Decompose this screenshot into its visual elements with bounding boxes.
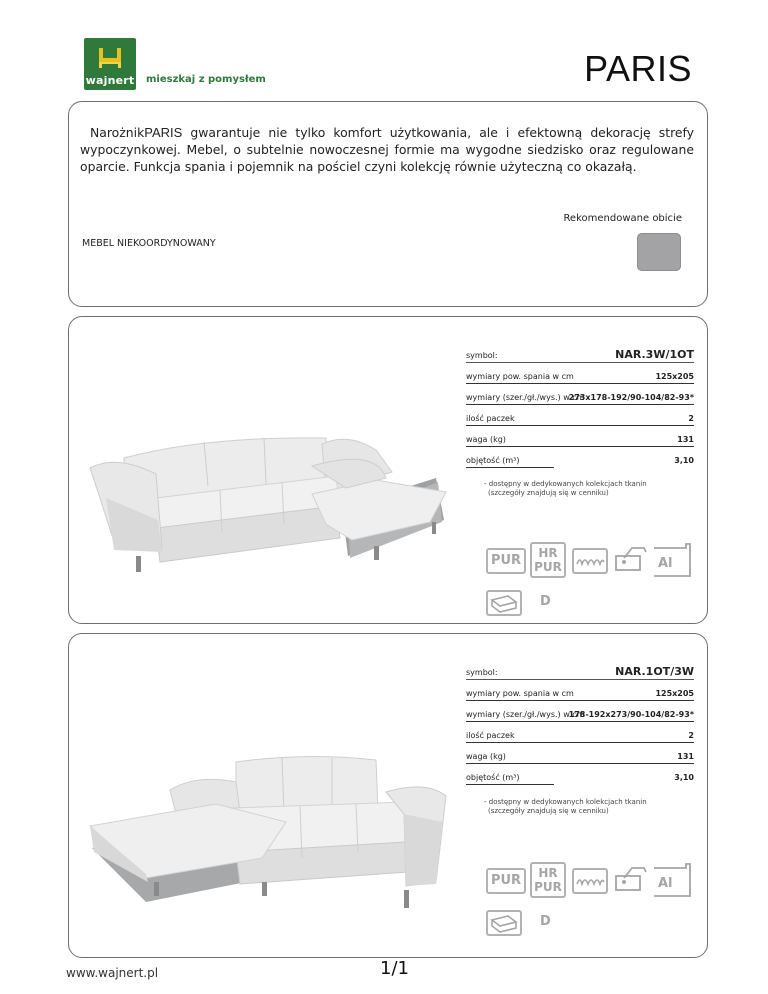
- bedding-container-icon: [486, 590, 522, 616]
- hr-pur-label: PUR: [534, 560, 562, 574]
- adjustable-backrest-icon: [614, 544, 650, 574]
- spec-row: [466, 722, 694, 743]
- spec-row: [466, 447, 694, 468]
- d-category-label: D: [540, 914, 551, 929]
- sofa-image-right-chaise: [86, 428, 456, 580]
- chair-logo-icon: [96, 46, 124, 70]
- logo: [84, 38, 136, 90]
- spec-value: 125x205: [655, 689, 694, 698]
- symbol-value: NAR.3W/1OT: [615, 348, 694, 361]
- hr-label: HR: [538, 866, 558, 880]
- spec-row: [466, 701, 694, 722]
- symbol-label: symbol:: [466, 668, 498, 677]
- spec-row: [466, 405, 694, 426]
- intro-brand: PARIS: [144, 125, 183, 140]
- sofa-image-left-chaise: [86, 752, 456, 932]
- al-label: Al: [658, 876, 673, 891]
- note-line: - dostępny w dedykowanych kolekcjach tkanin: [484, 798, 647, 806]
- spec-row: [466, 680, 694, 701]
- symbol-label: symbol:: [466, 351, 498, 360]
- spec-row: [466, 384, 694, 405]
- spec-table-2: [466, 656, 694, 785]
- aluminium-legs-icon: [652, 862, 692, 898]
- intro-description: [80, 124, 694, 175]
- spec-value: 131: [677, 435, 694, 444]
- hr-pur-foam-icon: [530, 542, 566, 578]
- symbol-value: NAR.1OT/3W: [615, 665, 694, 678]
- hr-pur-label: PUR: [534, 880, 562, 894]
- spec-label: wymiary pow. spania w cm: [466, 372, 574, 381]
- aluminium-legs-icon: [652, 542, 692, 578]
- spring-icon: [572, 548, 608, 574]
- page-number: 1/1: [380, 958, 409, 979]
- feature-icons-1: [486, 542, 696, 618]
- spec-value: 273x178-192/90-104/82-93*: [568, 393, 694, 402]
- spec-value: 2: [688, 731, 694, 740]
- d-category-label: D: [540, 594, 551, 609]
- spec-row: [466, 363, 694, 384]
- spec-label: objętość (m³): [466, 773, 520, 782]
- spec-value: 131: [677, 752, 694, 761]
- feature-icons-2: [486, 862, 696, 942]
- adjustable-backrest-icon: [614, 864, 650, 894]
- spec-value: 3,10: [674, 456, 694, 465]
- logo-wordmark: wajnert: [85, 74, 135, 87]
- hr-label: HR: [538, 546, 558, 560]
- spring-icon: [572, 868, 608, 894]
- spec-row: [466, 426, 694, 447]
- al-label: Al: [658, 556, 673, 571]
- spec-label: wymiary (szer./gł./wys.) w cm: [466, 393, 585, 402]
- intro-lead: Narożnik: [90, 125, 145, 140]
- pur-foam-icon: PUR: [486, 548, 526, 574]
- spec-value: 125x205: [655, 372, 694, 381]
- bedding-container-icon: [486, 910, 522, 936]
- note-line: - dostępny w dedykowanych kolekcjach tkanin: [484, 480, 647, 488]
- footer-website[interactable]: www.wajnert.pl: [66, 966, 159, 980]
- fabric-note-1: [484, 480, 647, 498]
- spec-label: wymiary pow. spania w cm: [466, 689, 574, 698]
- page-title: PARIS: [584, 48, 692, 89]
- fabric-swatch: [637, 233, 681, 271]
- spec-row-symbol: [466, 656, 694, 680]
- spec-label: wymiary (szer./gł./wys.) w cm: [466, 710, 585, 719]
- spec-label: objętość (m³): [466, 456, 520, 465]
- note-line: (szczegóły znajdują się w cenniku): [488, 807, 609, 815]
- spec-label: waga (kg): [466, 435, 506, 444]
- recommended-fabric-label: Rekomendowane obicie: [563, 213, 682, 224]
- spec-value: 3,10: [674, 773, 694, 782]
- spec-row: [466, 743, 694, 764]
- hr-pur-foam-icon: [530, 862, 566, 898]
- spec-value: 2: [688, 414, 694, 423]
- spec-label: ilość paczek: [466, 414, 515, 423]
- spec-table-1: [466, 339, 694, 468]
- spec-label: ilość paczek: [466, 731, 515, 740]
- spec-row: [466, 764, 694, 785]
- spec-row-symbol: [466, 339, 694, 363]
- fabric-note-2: [484, 798, 647, 816]
- intro-text: gwarantuje nie tylko komfort użytkowania, ale i efektowną dekorację strefy wypoczynkowej. Mebel, o subtelnie nowoczesnej formie ma wygodne siedzisko oraz regulowane oparcie. Funkcja spania i pojemnik na pościel czyni kolekcję równie użyteczną co okazałą.: [80, 125, 694, 174]
- spec-label: waga (kg): [466, 752, 506, 761]
- pur-foam-icon: PUR: [486, 868, 526, 894]
- non-coordinated-label: MEBEL NIEKOORDYNOWANY: [82, 238, 216, 249]
- spec-value: 178-192x273/90-104/82-93*: [568, 710, 694, 719]
- note-line: (szczegóły znajdują się w cenniku): [488, 489, 609, 497]
- tagline: mieszkaj z pomysłem: [146, 74, 266, 85]
